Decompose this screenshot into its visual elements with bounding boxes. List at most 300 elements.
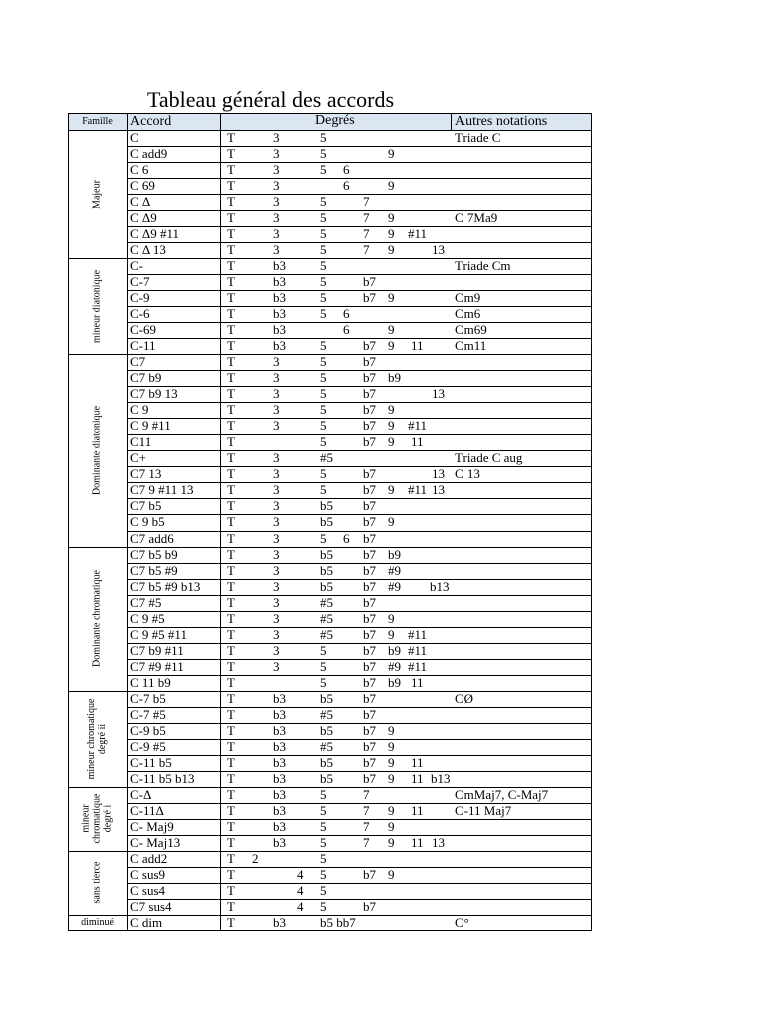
row-divider — [127, 482, 592, 483]
row-divider — [127, 771, 592, 772]
degree-cell: T — [227, 594, 235, 610]
degree-cell: 4 — [297, 882, 304, 898]
degree-cell: 5 — [320, 242, 327, 258]
degree-cell: 3 — [273, 498, 280, 514]
row-divider — [127, 290, 592, 291]
other-notation: C 13 — [455, 466, 480, 482]
degree-cell: 9 — [388, 626, 395, 642]
degree-cell: b3 — [273, 690, 286, 706]
degree-cell: 3 — [273, 546, 280, 562]
degree-cell: T — [227, 402, 235, 418]
degree-cell: 11 — [411, 754, 424, 770]
degree-cell: #11 — [408, 642, 428, 658]
degree-cell: b7 — [363, 658, 376, 674]
degree-cell: T — [227, 562, 235, 578]
degree-cell: T — [227, 818, 235, 834]
row-divider — [127, 531, 592, 532]
chord-name: C 9 #5 — [130, 610, 165, 626]
chord-name: C7 b5 #9 b13 — [130, 578, 201, 594]
degree-cell: 3 — [273, 626, 280, 642]
degree-cell: b3 — [273, 914, 286, 930]
degree-cell: 6 — [343, 530, 350, 546]
family-label — [92, 550, 103, 688]
other-notation: Triade C aug — [455, 450, 523, 466]
degree-cell: T — [227, 914, 235, 930]
degree-cell: 7 — [363, 210, 370, 226]
degree-cell: 5 — [320, 882, 327, 898]
degree-cell: 9 — [388, 402, 395, 418]
degree-cell: T — [227, 242, 235, 258]
chord-name: C-9 #5 — [130, 738, 166, 754]
page-title: Tableau général des accords — [147, 87, 395, 112]
degree-cell: #9 — [388, 658, 401, 674]
degree-cell: 3 — [273, 370, 280, 386]
degree-cell: T — [227, 850, 235, 866]
header-famille: Famille — [82, 116, 113, 127]
chord-name: C-7 — [130, 274, 150, 290]
degree-cell: 9 — [388, 834, 395, 850]
row-divider — [127, 595, 592, 596]
degree-cell: #9 — [388, 562, 401, 578]
chord-name: C 9 b5 — [130, 514, 165, 530]
degree-cell: T — [227, 898, 235, 914]
chord-name: C7 b5 #9 — [130, 562, 178, 578]
degree-cell: b7 — [363, 402, 376, 418]
degree-cell: b7 — [363, 898, 376, 914]
degree-cell: #11 — [408, 482, 428, 498]
degree-cell: 5 — [320, 418, 327, 434]
degree-cell: T — [227, 418, 235, 434]
chord-name: C-9 b5 — [130, 722, 166, 738]
chord-name: C7 9 #11 13 — [130, 482, 194, 498]
degree-cell: 3 — [273, 210, 280, 226]
chord-name: C sus4 — [130, 882, 166, 898]
degree-cell: b3 — [273, 738, 286, 754]
row-divider — [127, 322, 592, 323]
degree-cell: 9 — [388, 242, 395, 258]
degree-cell: b3 — [273, 722, 286, 738]
column-divider — [220, 113, 221, 931]
chord-name: C Δ9 — [130, 210, 157, 226]
row-divider — [127, 723, 592, 724]
family-label — [86, 694, 108, 784]
row-divider — [127, 675, 592, 676]
degree-cell: 9 — [388, 322, 395, 338]
degree-cell: #5 — [320, 594, 333, 610]
degree-cell: b7 — [363, 418, 376, 434]
chord-name: C 6 — [130, 162, 149, 178]
chord-name: C7 add6 — [130, 530, 174, 546]
degree-cell: #11 — [408, 658, 428, 674]
degree-cell: b5 — [320, 514, 333, 530]
degree-cell: b7 — [363, 466, 376, 482]
degree-cell: b3 — [273, 754, 286, 770]
degree-cell: 5 — [320, 530, 327, 546]
family-label-line: Majeur — [91, 179, 103, 209]
degree-cell: T — [227, 786, 235, 802]
degree-cell: 3 — [273, 354, 280, 370]
other-notation: CØ — [455, 690, 474, 706]
degree-cell: 5 — [320, 802, 327, 818]
row-divider — [127, 755, 592, 756]
degree-cell: #5 — [320, 738, 333, 754]
degree-cell: T — [227, 722, 235, 738]
degree-cell: b3 — [273, 802, 286, 818]
chord-name: C- Maj9 — [130, 818, 174, 834]
degree-cell: 7 — [363, 786, 370, 802]
degree-cell: 3 — [273, 386, 280, 402]
degree-cell: 7 — [363, 818, 370, 834]
degree-cell: b7 — [363, 722, 376, 738]
degree-cell: 6 — [343, 178, 350, 194]
degree-cell: b9 — [388, 370, 401, 386]
degree-cell: 11 — [411, 834, 424, 850]
degree-cell: b7 — [363, 690, 376, 706]
degree-cell: b7 — [363, 706, 376, 722]
other-notation: Cm11 — [455, 338, 487, 354]
degree-cell: 5 — [320, 354, 327, 370]
chord-name: C7 b9 #11 — [130, 642, 184, 658]
degree-cell: #5 — [320, 450, 333, 466]
chord-name: C7 #5 — [130, 594, 162, 610]
degree-cell: 5 — [320, 226, 327, 242]
degree-cell: T — [227, 162, 235, 178]
degree-cell: 7 — [363, 242, 370, 258]
row-divider — [127, 514, 592, 515]
header-accord: Accord — [130, 114, 172, 129]
other-notation: C 7Ma9 — [455, 210, 498, 226]
degree-cell: T — [227, 194, 235, 210]
degree-cell: 3 — [273, 578, 280, 594]
degree-cell: 5 — [320, 194, 327, 210]
degree-cell: T — [227, 354, 235, 370]
degree-cell: 7 — [363, 226, 370, 242]
degree-cell: b7 — [363, 610, 376, 626]
degree-cell: 11 — [411, 770, 424, 786]
chord-name: C7 b5 b9 — [130, 546, 178, 562]
chord-name: C 69 — [130, 178, 155, 194]
degree-cell: 5 — [320, 658, 327, 674]
degree-cell: b3 — [273, 258, 286, 274]
degree-cell: 5 — [320, 434, 327, 450]
degree-cell: 3 — [273, 530, 280, 546]
chord-name: C add9 — [130, 146, 168, 162]
degree-cell: b5 — [320, 770, 333, 786]
degree-cell: b7 — [363, 594, 376, 610]
chord-name: C11 — [130, 434, 152, 450]
row-divider — [127, 803, 592, 804]
degree-cell: 5 — [320, 466, 327, 482]
row-divider — [127, 418, 592, 419]
chord-name: C-Δ — [130, 786, 152, 802]
degree-cell: 9 — [388, 514, 395, 530]
chord-name: C add2 — [130, 850, 168, 866]
degree-cell: 6 — [343, 162, 350, 178]
degree-cell: 4 — [297, 866, 304, 882]
degree-cell: b7 — [363, 562, 376, 578]
column-divider — [451, 113, 452, 130]
other-notation: Cm69 — [455, 322, 487, 338]
degree-cell: b3 — [273, 338, 286, 354]
degree-cell: 9 — [388, 482, 395, 498]
degree-cell: T — [227, 578, 235, 594]
family-label-line: Dominante diatonique — [91, 405, 103, 495]
chord-name: C 11 b9 — [130, 674, 171, 690]
degree-cell: 5 — [320, 786, 327, 802]
degree-cell: 9 — [388, 722, 395, 738]
row-divider — [127, 402, 592, 403]
row-divider — [127, 242, 592, 243]
row-divider — [127, 466, 592, 467]
degree-cell: 9 — [388, 802, 395, 818]
degree-cell: T — [227, 834, 235, 850]
degree-cell: T — [227, 498, 235, 514]
degree-cell: #5 — [320, 706, 333, 722]
family-label — [92, 854, 103, 912]
degree-cell: T — [227, 466, 235, 482]
degree-cell: T — [227, 210, 235, 226]
degree-cell: T — [227, 626, 235, 642]
degree-cell: b5 — [320, 546, 333, 562]
degree-cell: b7 — [363, 514, 376, 530]
degree-cell: 7 — [363, 834, 370, 850]
degree-cell: 5 — [320, 338, 327, 354]
degree-cell: b7 — [363, 434, 376, 450]
degree-cell: 9 — [388, 434, 395, 450]
degree-cell: b5 — [320, 578, 333, 594]
degree-cell: 13 — [432, 242, 445, 258]
chord-name: C7 #9 #11 — [130, 658, 184, 674]
degree-cell: 2 — [252, 850, 259, 866]
degree-cell: #5 — [320, 626, 333, 642]
degree-cell: T — [227, 482, 235, 498]
degree-cell: b9 — [388, 642, 401, 658]
degree-cell: 3 — [273, 482, 280, 498]
chord-name: C- Maj13 — [130, 834, 181, 850]
family-label: diminué — [81, 916, 114, 928]
chord-name: C-69 — [130, 322, 156, 338]
degree-cell: 5 — [320, 274, 327, 290]
degree-cell: T — [227, 130, 235, 145]
degree-cell: 11 — [411, 674, 424, 690]
degree-cell: 9 — [388, 866, 395, 882]
degree-cell: 7 — [363, 194, 370, 210]
degree-cell: 3 — [273, 130, 280, 145]
degree-cell: b3 — [273, 322, 286, 338]
degree-cell: 9 — [388, 226, 395, 242]
degree-cell: b7 — [363, 274, 376, 290]
row-divider — [127, 643, 592, 644]
chord-name: C7 b5 — [130, 498, 162, 514]
degree-cell: 3 — [273, 226, 280, 242]
degree-cell: 5 — [320, 642, 327, 658]
degree-cell: T — [227, 610, 235, 626]
degree-cell: b9 — [388, 674, 401, 690]
row-divider — [127, 162, 592, 163]
other-notation: CmMaj7, C-Maj7 — [455, 786, 549, 802]
degree-cell: b7 — [363, 354, 376, 370]
degree-cell: 3 — [273, 178, 280, 194]
degree-cell: 5 — [320, 674, 327, 690]
degree-cell: b5 — [320, 562, 333, 578]
degree-cell: 3 — [273, 594, 280, 610]
degree-cell: b5 — [320, 754, 333, 770]
degree-cell: 5 — [320, 866, 327, 882]
other-notation: Triade Cm — [455, 258, 511, 274]
degree-cell: b3 — [273, 770, 286, 786]
degree-cell: 3 — [273, 658, 280, 674]
row-divider — [127, 306, 592, 307]
degree-cell: 9 — [388, 738, 395, 754]
degree-cell: b13 — [430, 578, 450, 594]
degree-cell: #11 — [408, 226, 428, 242]
degree-cell: 11 — [411, 338, 424, 354]
chord-name: C-9 — [130, 290, 150, 306]
degree-cell: 3 — [273, 642, 280, 658]
degree-cell: T — [227, 274, 235, 290]
degree-cell: #5 — [320, 610, 333, 626]
row-divider — [127, 194, 592, 195]
row-divider — [127, 739, 592, 740]
degree-cell: 5 — [320, 850, 327, 866]
row-divider — [127, 819, 592, 820]
row-divider — [127, 386, 592, 387]
degree-cell: 13 — [432, 386, 445, 402]
degree-cell: b7 — [363, 290, 376, 306]
degree-cell: T — [227, 866, 235, 882]
degree-cell: #11 — [408, 418, 428, 434]
degree-cell: b5 — [320, 690, 333, 706]
chord-name: C Δ 13 — [130, 242, 166, 258]
row-divider — [127, 338, 592, 339]
degree-cell: 3 — [273, 514, 280, 530]
degree-cell: T — [227, 642, 235, 658]
degree-cell: 3 — [273, 610, 280, 626]
degree-cell: 5 — [320, 898, 327, 914]
row-divider — [127, 498, 592, 499]
degree-cell: 5 — [320, 482, 327, 498]
row-divider — [127, 659, 592, 660]
degree-cell: b9 — [388, 546, 401, 562]
degree-cell: T — [227, 882, 235, 898]
degree-cell: b7 — [363, 370, 376, 386]
chord-name: C 9 — [130, 402, 149, 418]
degree-cell: T — [227, 754, 235, 770]
chord-name: C7 b9 — [130, 370, 162, 386]
chord-name: C-11 b5 b13 — [130, 770, 195, 786]
degree-cell: 13 — [432, 466, 445, 482]
row-divider — [127, 563, 592, 564]
chord-name: C7 sus4 — [130, 898, 172, 914]
chord-name: C 9 #5 #11 — [130, 626, 187, 642]
degree-cell: 5 — [320, 834, 327, 850]
row-divider — [127, 611, 592, 612]
degree-cell: 5 — [320, 402, 327, 418]
degree-cell: #9 — [388, 578, 401, 594]
row-divider — [127, 434, 592, 435]
degree-cell: 3 — [273, 466, 280, 482]
degree-cell: b3 — [273, 306, 286, 322]
degree-cell: 9 — [388, 418, 395, 434]
chord-name: C-7 #5 — [130, 706, 166, 722]
other-notation: Cm6 — [455, 306, 481, 322]
degree-cell: b3 — [273, 786, 286, 802]
degree-cell: 5 — [320, 290, 327, 306]
degree-cell: b7 — [363, 738, 376, 754]
degree-cell: 3 — [273, 562, 280, 578]
degree-cell: 7 — [363, 802, 370, 818]
degree-cell: 13 — [432, 482, 445, 498]
degree-cell: 13 — [432, 834, 445, 850]
chord-name: C7 — [130, 354, 146, 370]
family-label-line: mineur diatonique — [91, 269, 103, 343]
family-label-line: mineur chromatique — [86, 698, 98, 780]
degree-cell: 3 — [273, 162, 280, 178]
degree-cell: 9 — [388, 754, 395, 770]
row-divider — [127, 899, 592, 900]
other-notation: Triade C — [455, 130, 501, 145]
degree-cell: 5 — [320, 210, 327, 226]
degree-cell: 4 — [297, 898, 304, 914]
degree-cell: #11 — [408, 626, 428, 642]
family-label-line: chromatique — [91, 793, 103, 844]
degree-cell: T — [227, 770, 235, 786]
column-divider — [127, 113, 128, 931]
degree-cell: T — [227, 738, 235, 754]
family-label — [92, 133, 103, 255]
degree-cell: b5 — [320, 722, 333, 738]
degree-cell: b3 — [273, 834, 286, 850]
row-divider — [127, 835, 592, 836]
degree-cell: b7 — [363, 770, 376, 786]
degree-cell: b7 — [363, 642, 376, 658]
degree-cell: b3 — [273, 818, 286, 834]
family-divider — [68, 354, 592, 355]
chord-name: C 9 #11 — [130, 418, 171, 434]
chord-name: C Δ — [130, 194, 151, 210]
degree-cell: b7 — [363, 482, 376, 498]
degree-cell: 3 — [273, 450, 280, 466]
degree-cell: T — [227, 450, 235, 466]
degree-cell: 6 — [343, 306, 350, 322]
row-divider — [127, 178, 592, 179]
family-label-line: degré i — [102, 805, 114, 833]
degree-cell: 5 — [320, 162, 327, 178]
chord-name: C-11 — [130, 338, 156, 354]
header-degres: Degrés — [315, 113, 355, 128]
degree-cell: T — [227, 530, 235, 546]
degree-cell: T — [227, 306, 235, 322]
row-divider — [127, 274, 592, 275]
degree-cell: 9 — [388, 146, 395, 162]
degree-cell: 9 — [388, 338, 395, 354]
degree-cell: 5 — [320, 386, 327, 402]
degree-cell: 5 — [320, 818, 327, 834]
degree-cell: T — [227, 370, 235, 386]
row-divider — [127, 867, 592, 868]
header-divider — [68, 130, 592, 131]
family-divider — [68, 258, 592, 259]
degree-cell: b7 — [363, 626, 376, 642]
degree-cell: T — [227, 386, 235, 402]
chord-name: C+ — [130, 450, 147, 466]
family-label-line: mineur — [80, 804, 92, 834]
degree-cell: b7 — [363, 866, 376, 882]
chord-name: C-7 b5 — [130, 690, 166, 706]
degree-cell: 3 — [273, 402, 280, 418]
degree-cell: b7 — [363, 674, 376, 690]
family-label-line: sans tierce — [91, 861, 103, 904]
